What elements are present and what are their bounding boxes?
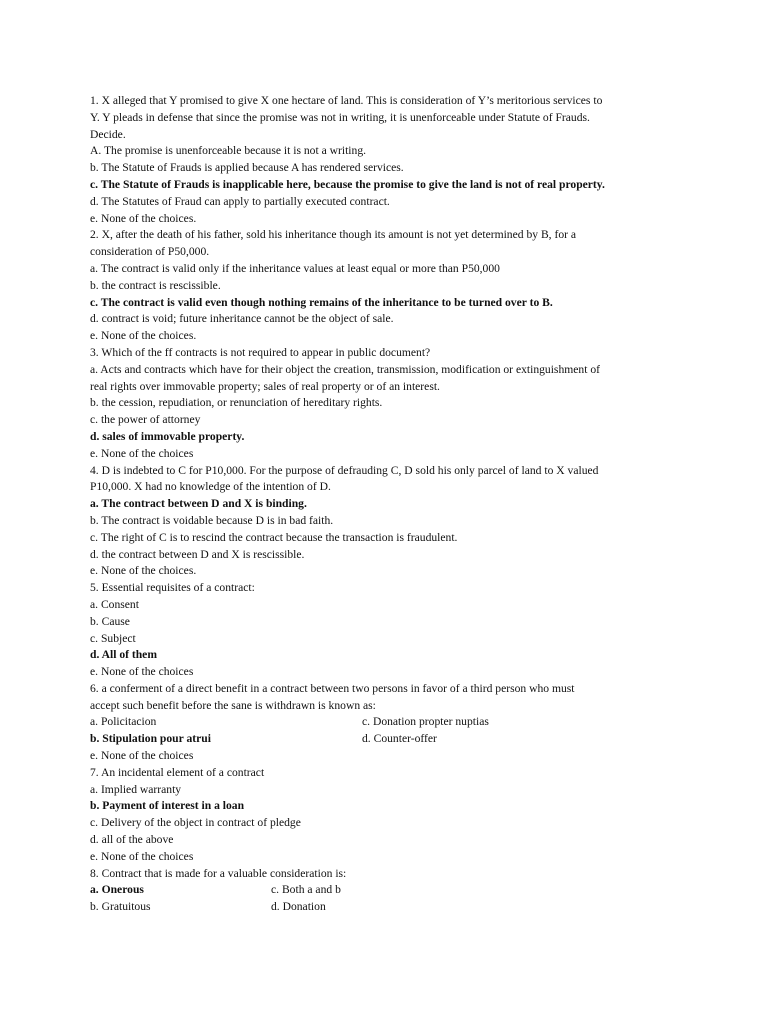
- option-7a: a. Implied warranty: [90, 782, 182, 796]
- option-4b: b. The contract is voidable because D is in bad faith.: [90, 513, 334, 527]
- answer-option-5d: d. All of them: [90, 648, 157, 662]
- option-7e: e. None of the choices: [90, 849, 194, 863]
- option-row: [90, 882, 690, 899]
- question-3: [90, 345, 690, 463]
- question-2: [90, 227, 690, 345]
- option-5a: a. Consent: [90, 597, 139, 611]
- question-7-stem-line: 7. An incidental element of a contract: [90, 765, 265, 779]
- option-row: [90, 714, 690, 731]
- option-3a-continuation: real rights over immovable property; sales of real property or of an interest.: [90, 379, 440, 393]
- question-7: [90, 765, 690, 866]
- question-5: [90, 580, 690, 681]
- option-8d: d. Donation: [271, 900, 326, 914]
- question-1-stem-line: 1. X alleged that Y promised to give X one hectare of land. This is consideration of Y’s meritorious services to: [90, 94, 603, 107]
- option-6a: a. Policitacion: [90, 715, 157, 729]
- option-2d: d. contract is void; future inheritance cannot be the object of sale.: [90, 312, 394, 326]
- option-7c: c. Delivery of the object in contract of pledge: [90, 816, 301, 830]
- question-5-stem-line: 5. Essential requisites of a contract:: [90, 581, 255, 595]
- question-4: [90, 463, 690, 581]
- question-3-stem-line: 3. Which of the ff contracts is not required to appear in public document?: [90, 345, 431, 359]
- question-2-stem-line: consideration of P50,000.: [90, 245, 210, 259]
- option-3a: a. Acts and contracts which have for their object the creation, transmission, modification or extinguishment of: [90, 362, 600, 376]
- option-6e: e. None of the choices: [90, 749, 194, 763]
- option-5b: b. Cause: [90, 614, 130, 628]
- option-row: [90, 731, 690, 748]
- question-8-stem-line: 8. Contract that is made for a valuable consideration is:: [90, 866, 347, 880]
- option-8b: b. Gratuitous: [90, 900, 151, 914]
- answer-option-6b: b. Stipulation pour atrui: [90, 732, 211, 746]
- answer-option-3d: d. sales of immovable property.: [90, 429, 245, 443]
- option-4c: c. The right of C is to rescind the contract because the transaction is fraudulent.: [90, 530, 458, 544]
- answer-option-2c: c. The contract is valid even though nothing remains of the inheritance to be turned over to B.: [90, 295, 553, 309]
- option-1a: A. The promise is unenforceable because it is not a writing.: [90, 144, 367, 158]
- question-6: [90, 681, 690, 765]
- question-1-stem-line: Y. Y pleads in defense that since the promise was not in writing, it is unenforceable under Statute of Frauds.: [90, 110, 590, 124]
- option-2a: a. The contract is valid only if the inheritance values at least equal or more than P50,000: [90, 261, 500, 275]
- question-8: [90, 866, 690, 916]
- question-2-stem-line: 2. X, after the death of his father, sold his inheritance though its amount is not yet determined by B, for a: [90, 228, 577, 242]
- option-8c: c. Both a and b: [271, 883, 341, 897]
- option-6c: c. Donation propter nuptias: [362, 715, 489, 729]
- answer-option-8a: a. Onerous: [90, 883, 144, 897]
- option-5c: c. Subject: [90, 631, 136, 645]
- option-3c: c. the power of attorney: [90, 413, 201, 427]
- question-6-stem-line: accept such benefit before the sane is withdrawn is known as:: [90, 698, 376, 712]
- option-1b: b. The Statute of Frauds is applied because A has rendered services.: [90, 161, 404, 175]
- option-2b: b. the contract is rescissible.: [90, 278, 221, 292]
- question-1: [90, 93, 690, 227]
- option-3e: e. None of the choices: [90, 446, 194, 460]
- option-4e: e. None of the choices.: [90, 564, 197, 578]
- question-4-stem-line: P10,000. X had no knowledge of the intention of D.: [90, 480, 331, 494]
- option-6d: d. Counter-offer: [362, 732, 437, 746]
- question-1-stem-line: Decide.: [90, 127, 126, 141]
- question-6-stem-line: 6. a conferment of a direct benefit in a contract between two persons in favor of a third person who must: [90, 681, 575, 695]
- option-row: [90, 899, 690, 916]
- option-4d: d. the contract between D and X is rescissible.: [90, 547, 305, 561]
- option-7d: d. all of the above: [90, 833, 174, 847]
- option-5e: e. None of the choices: [90, 665, 194, 679]
- answer-option-4a: a. The contract between D and X is binding.: [90, 497, 307, 511]
- option-3b: b. the cession, repudiation, or renunciation of hereditary rights.: [90, 396, 383, 410]
- option-2e: e. None of the choices.: [90, 329, 197, 343]
- document-body: [90, 93, 690, 916]
- question-4-stem-line: 4. D is indebted to C for P10,000. For the purpose of defrauding C, D sold his only parcel of land to X valued: [90, 463, 599, 477]
- answer-option-1c: c. The Statute of Frauds is inapplicable here, because the promise to give the land is not of real property.: [90, 177, 605, 191]
- answer-option-7b: b. Payment of interest in a loan: [90, 799, 245, 813]
- option-1d: d. The Statutes of Fraud can apply to partially executed contract.: [90, 194, 390, 208]
- option-1e: e. None of the choices.: [90, 211, 197, 225]
